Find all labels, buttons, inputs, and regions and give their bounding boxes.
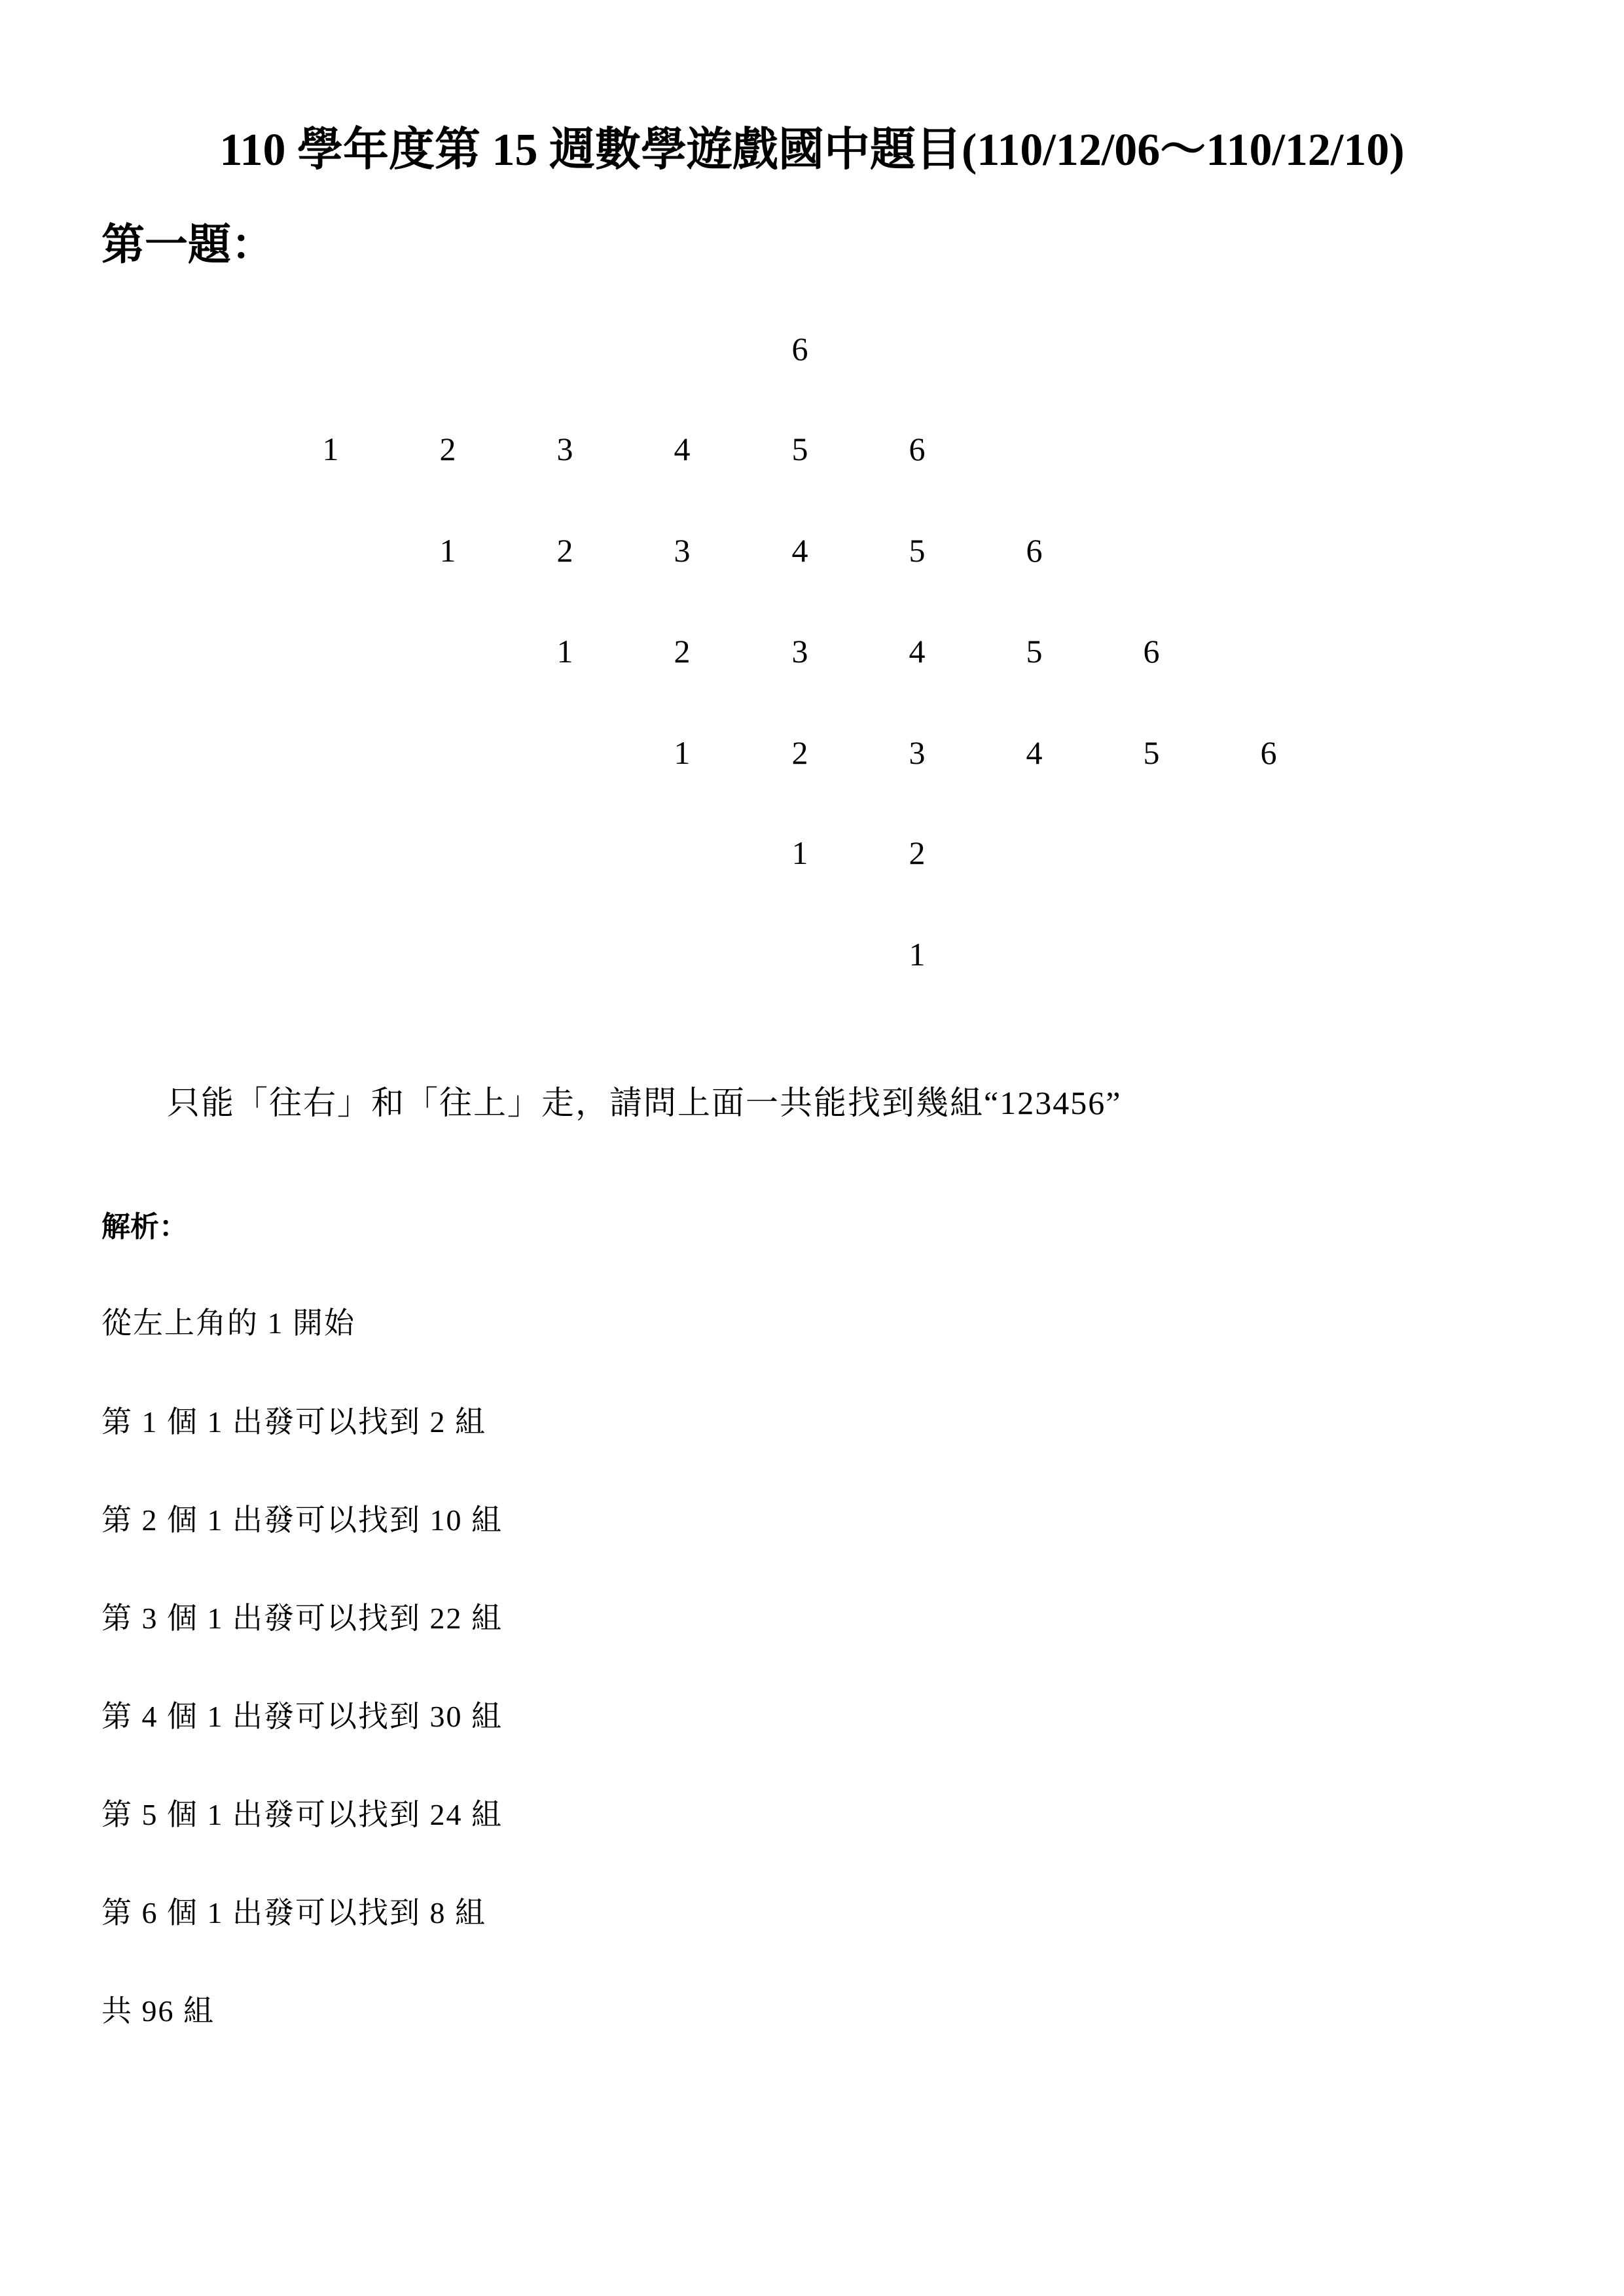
grid-number: 3 — [556, 431, 573, 467]
grid-number: 3 — [909, 734, 926, 771]
grid-number: 5 — [1026, 633, 1043, 670]
grid-number: 1 — [909, 936, 926, 973]
grid-number: 1 — [674, 734, 691, 771]
analysis-total: 共 96 組 — [101, 1994, 215, 2028]
grid-number: 5 — [909, 532, 926, 569]
grid-number: 4 — [791, 532, 808, 569]
analysis-line: 從左上角的 1 開始 — [101, 1306, 355, 1340]
analysis-line: 第 5 個 1 出發可以找到 24 組 — [101, 1798, 503, 1831]
grid-number: 2 — [439, 431, 456, 467]
grid-number: 6 — [1026, 532, 1043, 569]
grid-number: 4 — [909, 633, 926, 670]
grid-number: 5 — [791, 431, 808, 467]
grid-number: 1 — [556, 633, 573, 670]
analysis-line: 第 4 個 1 出發可以找到 30 組 — [101, 1700, 503, 1733]
grid-number: 1 — [439, 532, 456, 569]
grid-number: 6 — [909, 431, 926, 467]
grid-number: 5 — [1143, 734, 1160, 771]
analysis-line: 第 2 個 1 出發可以找到 10 組 — [101, 1503, 503, 1537]
grid-number: 1 — [791, 834, 808, 871]
grid-number: 1 — [322, 431, 339, 467]
grid-number: 3 — [674, 532, 691, 569]
analysis-line: 第 6 個 1 出發可以找到 8 組 — [101, 1896, 486, 1929]
analysis-line: 第 1 個 1 出發可以找到 2 組 — [101, 1405, 486, 1439]
grid-number: 2 — [791, 734, 808, 771]
analysis-title: 解析： — [101, 1211, 188, 1243]
grid-number: 2 — [674, 633, 691, 670]
grid-number: 6 — [791, 331, 808, 367]
question-text: 只能「往右」和「往上」走，請問上面一共能找到幾組“123456” — [167, 1085, 1122, 1121]
analysis-line: 第 3 個 1 出發可以找到 22 組 — [101, 1602, 503, 1635]
grid-number: 6 — [1260, 734, 1277, 771]
question-heading: 第一題： — [101, 221, 274, 269]
grid-number: 4 — [1026, 734, 1043, 771]
grid-number: 2 — [556, 532, 573, 569]
page-title: 110 學年度第 15 週數學遊戲國中題目(110/12/06～110/12/10) — [219, 125, 1405, 175]
number-grid — [0, 0, 1624, 1047]
grid-number: 2 — [909, 834, 926, 871]
grid-number: 3 — [791, 633, 808, 670]
grid-number: 6 — [1143, 633, 1160, 670]
grid-number: 4 — [674, 431, 691, 467]
